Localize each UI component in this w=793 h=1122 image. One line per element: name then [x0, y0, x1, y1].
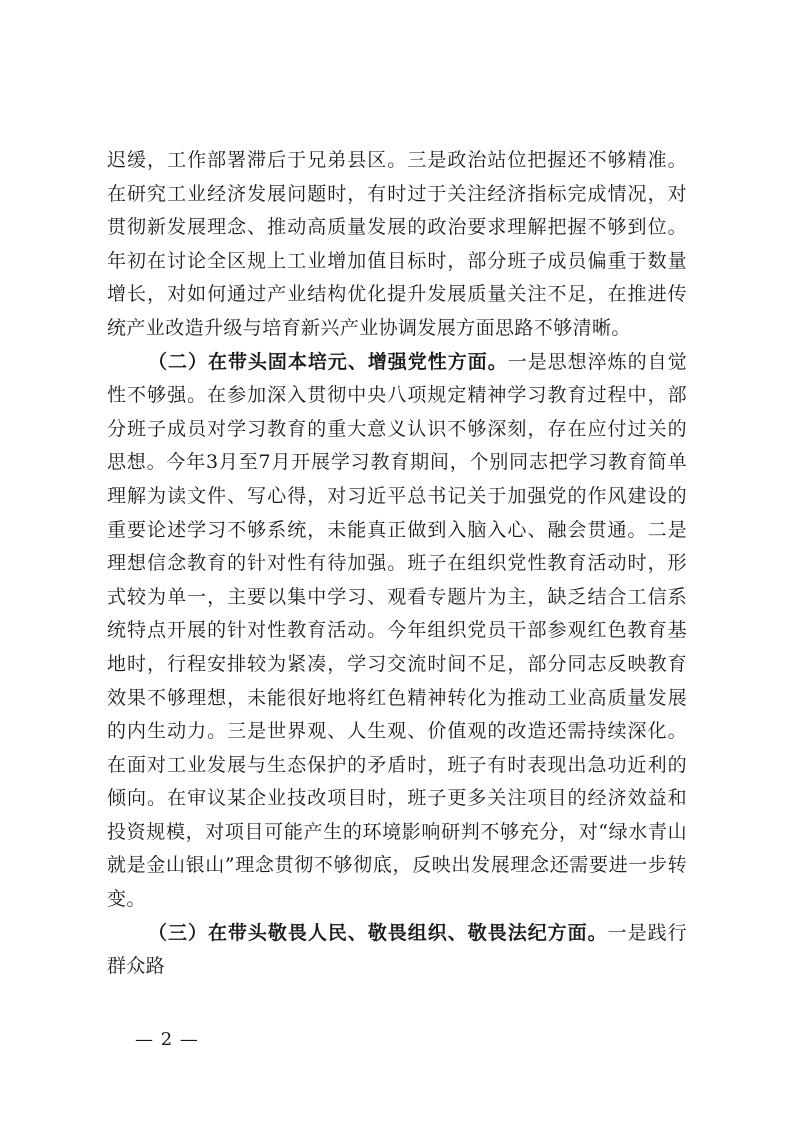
paragraph-text: 一是思想淬炼的自觉性不够强。在参加深入贯彻中央八项规定精神学习教育过程中，部分班子成员对学习教育的重大意义认识不够深刻，存在应付过关的思想。今年3月至7月开展学习教育期间，个别同志把学习教育简单理解为读文件、写心得，对习近平总书记关于加强党的作风建设的重要论述学习不够系统，未能真正做到入脑入心、融会贯通。二是理想信念教育的针对性有待加强。班子在组织党性教育活动时，形式较为单一，主要以集中学习、观看专题片为主，缺乏结合工信系统特点开展的针对性教育活动。今年组织党员干部参观红色教育基地时，行程安排较为紧凑，学习交流时间不足，部分同志反映教育效果不够理想，未能很好地将红色精神转化为推动工业高质量发展的内生动力。三是世界观、人生观、价值观的改造还需持续深化。在面对工业发展与生态保护的矛盾时，班子有时表现出急功近利的倾向。在审议某企业技改项目时，班子更多关注项目的经济效益和投资规模，对项目可能产生的环境影响研判不够充分，对“绿水青山就是金山银山”理念贯彻不够彻底，反映出发展理念还需要进一步转变。	[107, 350, 687, 911]
paragraph-section-three	[107, 917, 687, 984]
page-number: — 2 —	[135, 1029, 199, 1050]
document-body	[107, 144, 687, 984]
paragraph-text: 一是践行群众路	[107, 921, 687, 978]
paragraph-section-two	[107, 346, 687, 917]
paragraph-text: 迟缓，工作部署滞后于兄弟县区。三是政治站位把握还不够精准。在研究工业经济发展问题时，有时过于关注经济指标完成情况，对贯彻新发展理念、推动高质量发展的政治要求理解把握不够到位。年初在讨论全区规上工业增加值目标时，部分班子成员偏重于数量增长，对如何通过产业结构优化提升发展质量关注不足，在推进传统产业改造升级与培育新兴产业协调发展方面思路不够清晰。	[107, 149, 687, 339]
section-heading: （三）在带头敬畏人民、敬畏组织、敬畏法纪方面。	[148, 921, 608, 944]
paragraph-continuation	[107, 144, 687, 346]
section-heading: （二）在带头固本培元、增强党性方面。	[148, 350, 508, 373]
